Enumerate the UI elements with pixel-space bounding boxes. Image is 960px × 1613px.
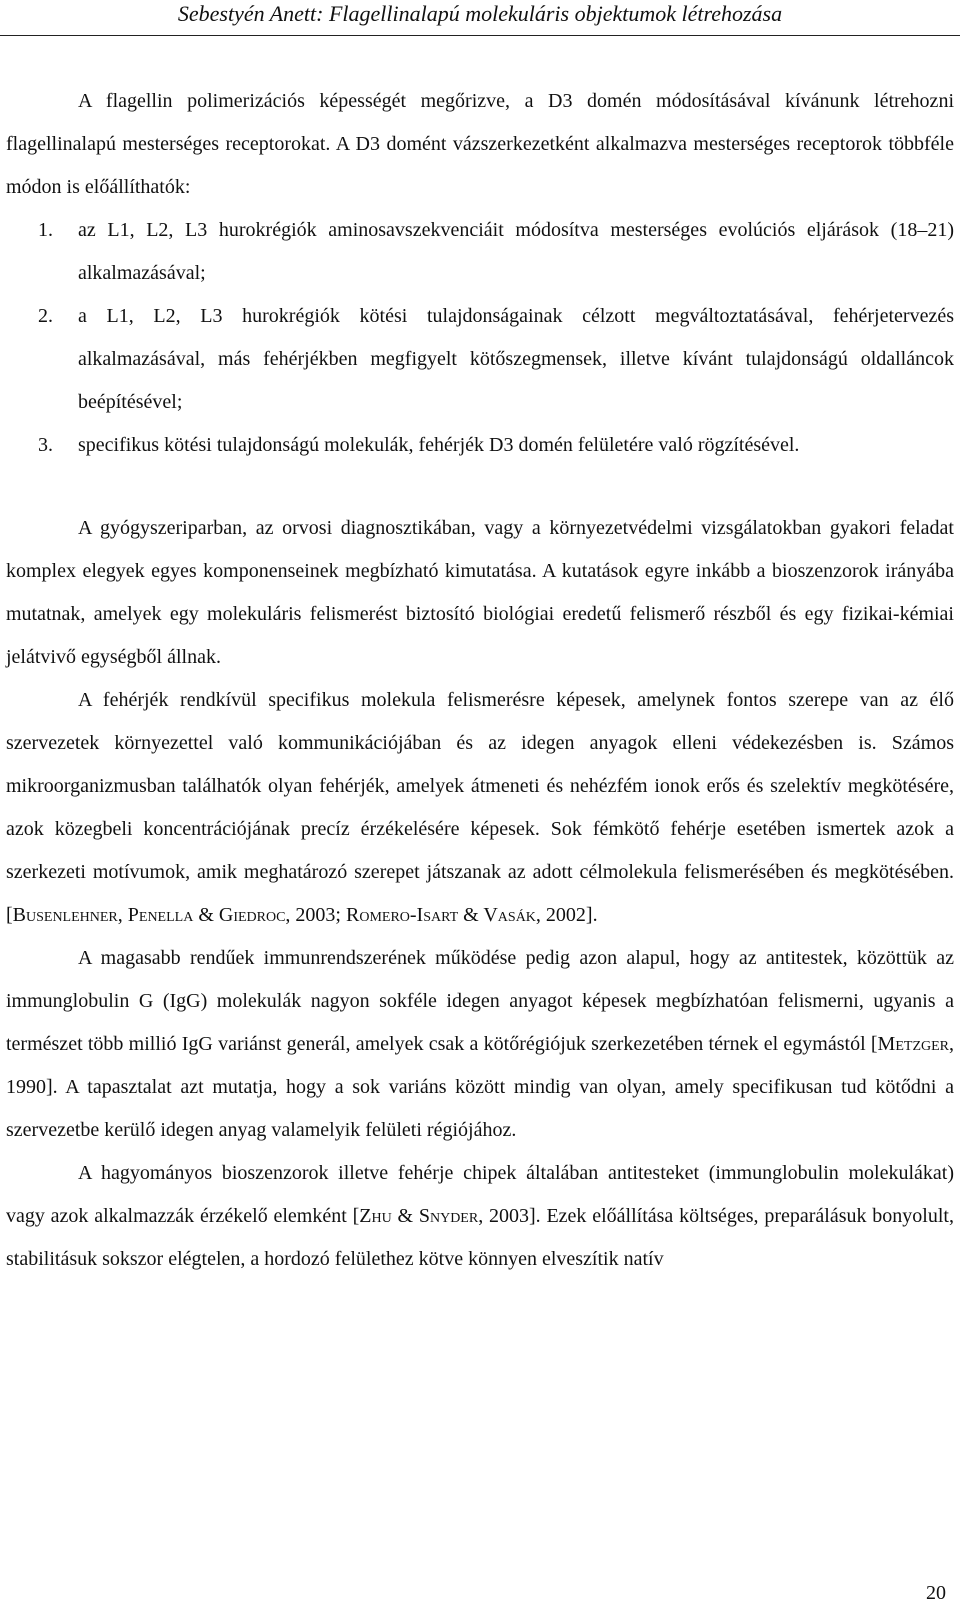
- immune-system-paragraph: [6, 937, 954, 1152]
- method-list: [6, 209, 954, 467]
- section-gap: [6, 467, 954, 507]
- list-item: [6, 209, 954, 295]
- page-body: [6, 80, 954, 1281]
- paragraph-body-continued: Ezek előállítása költséges, preparálásuk bonyolult, stabilitásuk sokszor elégtelen, a hordozó felülethez kötve könnyen elveszítik natív: [6, 1205, 954, 1270]
- list-item-number: 2.: [38, 305, 53, 327]
- list-item-number: 1.: [38, 219, 53, 241]
- list-item: [6, 424, 954, 467]
- list-item: [6, 295, 954, 424]
- citation: [Busenlehner, Penella & Giedroc, 2003; Romero-Isart & Vasák, 2002].: [6, 904, 598, 926]
- paragraph-body: A hagyományos bioszenzorok illetve fehérje chipek általában antitesteket (immunglobulin molekulákat) vagy azok alkalmazzák érzékelő elemként: [6, 1162, 954, 1227]
- paragraph-body-continued: A tapasztalat azt mutatja, hogy a sok variáns között mindig van olyan, amely specifikusan tud kötődni a szervezetbe kerülő idegen anyag valamelyik felületi régiójához.: [6, 1076, 954, 1141]
- list-item-text: a L1, L2, L3 hurokrégiók kötési tulajdonságainak célzott megváltoztatásával, fehérjetervezés alkalmazásával, más fehérjékben megfigyelt kötőszegmensek, illetve kívánt tulajdonságú oldalláncok beépítésével;: [78, 305, 954, 413]
- biosensor-paragraph: A gyógyszeriparban, az orvosi diagnosztikában, vagy a környezetvédelmi vizsgálatokban gyakori feladat komplex elegyek egyes komponenseinek megbízható kimutatása. A kutatások egyre inkább a bioszenzorok irányába mutatnak, amelyek egy molekuláris felismerést biztosító biológiai eredetű felismerő részből és egy fizikai-kémiai jelátvivő egységből állnak.: [6, 517, 954, 668]
- running-header: [0, 0, 960, 36]
- intro-paragraph: A flagellin polimerizációs képességét megőrizve, a D3 domén módosításával kívánunk létrehozni flagellinalapú mesterséges receptorokat. A D3 domént vázszerkezetként alkalmazva mesterséges receptorok többféle módon is előállíthatók:: [6, 90, 954, 198]
- protein-recognition-paragraph: [6, 679, 954, 937]
- running-title: Sebestyén Anett: Flagellinalapú molekuláris objektumok létrehozása: [177, 1, 783, 26]
- citation: [Zhu & Snyder, 2003].: [352, 1205, 541, 1227]
- list-item-text: specifikus kötési tulajdonságú molekulák, fehérjék D3 domén felületére való rögzítésével.: [78, 434, 800, 456]
- page-number: 20: [926, 1582, 946, 1604]
- citation: [Metzger, 1990].: [6, 1033, 954, 1098]
- list-item-number: 3.: [38, 434, 53, 456]
- paragraph-body: A fehérjék rendkívül specifikus molekula felismerésre képesek, amelynek fontos szerepe van az élő szervezetek környezettel való kommunikációjában és az idegen anyagok elleni védekezésben is. Számos mikroorganizmusban találhatók olyan fehérjék, amelyek átmeneti és nehézfém ionok erős és szelektív megkötésére, azok közegbeli koncentrációjának precíz érzékelésére képesek. Sok fémkötő fehérje esetében ismertek azok a szerkezeti motívumok, amik meghatározó szerepet játszanak az adott célmolekula felismerésében és megkötésében.: [6, 689, 954, 883]
- traditional-biosensor-paragraph: [6, 1152, 954, 1281]
- list-item-text: az L1, L2, L3 hurokrégiók aminosavszekvenciáit módosítva mesterséges evolúciós eljárások (18–21) alkalmazásával;: [78, 219, 954, 284]
- paragraph-body: A magasabb rendűek immunrendszerének működése pedig azon alapul, hogy az antitestek, közöttük az immunglobulin G (IgG) molekulák nagyon sokféle idegen anyagot képesek megbízhatóan felismerni, ugyanis a természet több millió IgG variánst generál, amelyek csak a kötőrégiójuk szerkezetében térnek el egymástól: [6, 947, 954, 1055]
